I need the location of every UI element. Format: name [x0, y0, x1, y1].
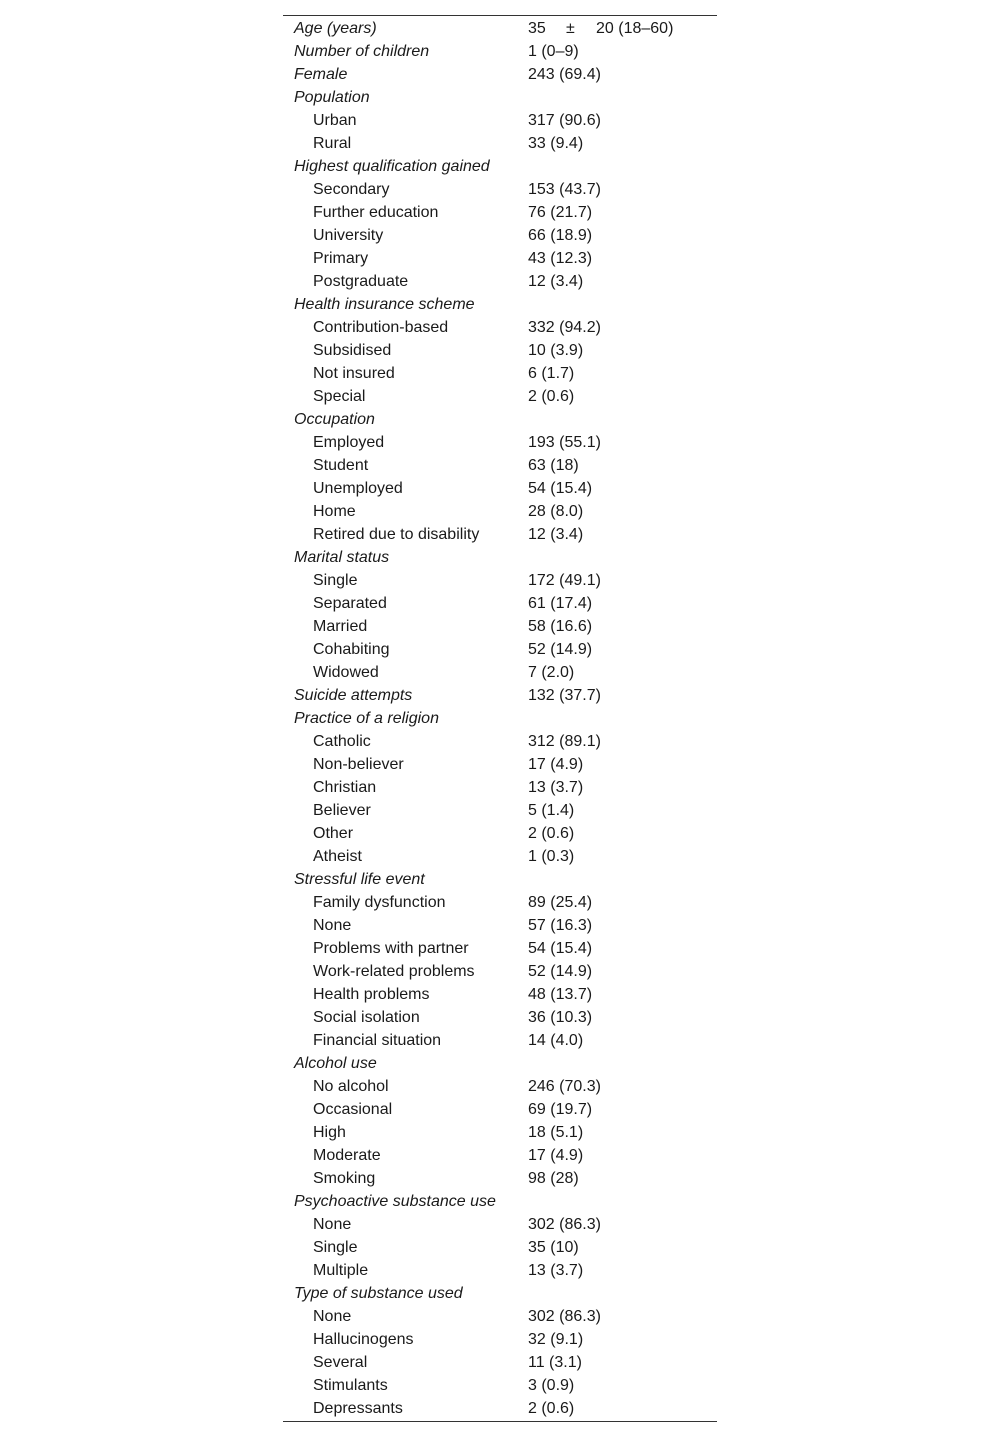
table-row	[283, 385, 717, 408]
row-label: Number of children	[294, 43, 430, 60]
row-label: Highest qualification gained	[294, 158, 490, 175]
table-row	[283, 1213, 717, 1236]
row-value: 10 (3.9)	[528, 342, 584, 359]
row-value: 3 (0.9)	[528, 1377, 575, 1394]
table-row	[283, 1075, 717, 1098]
table-row	[283, 1328, 717, 1351]
row-label: Home	[313, 503, 356, 520]
row-value: 2 (0.6)	[528, 825, 575, 842]
row-label: Atheist	[313, 848, 362, 865]
table-row	[283, 247, 717, 270]
table-row	[283, 983, 717, 1006]
table-row	[283, 638, 717, 661]
row-label: None	[313, 1216, 352, 1233]
table-row	[283, 960, 717, 983]
table-row	[283, 431, 717, 454]
row-label: Age (years)	[294, 20, 377, 37]
row-label: Rural	[313, 135, 352, 152]
row-label: None	[313, 1308, 352, 1325]
table-row-category	[283, 40, 717, 63]
row-label: Non-believer	[313, 756, 404, 773]
table-row	[283, 1144, 717, 1167]
row-value: 7 (2.0)	[528, 664, 575, 681]
row-label: Widowed	[313, 664, 379, 681]
table-row	[283, 477, 717, 500]
row-label: Unemployed	[313, 480, 403, 497]
row-label: Alcohol use	[294, 1055, 377, 1072]
row-label: Several	[313, 1354, 368, 1371]
row-value	[528, 293, 717, 316]
plus-minus-sign: ±	[566, 20, 575, 37]
row-label: Single	[313, 572, 358, 589]
table-row	[283, 661, 717, 684]
row-value	[528, 408, 717, 431]
row-label: Health problems	[313, 986, 430, 1003]
row-label: Health insurance scheme	[294, 296, 475, 313]
row-value: 33 (9.4)	[528, 135, 584, 152]
table-row-age	[283, 17, 717, 40]
table-row	[283, 523, 717, 546]
table-row	[283, 1167, 717, 1190]
row-value: 332 (94.2)	[528, 319, 601, 336]
row-value: 1 (0.3)	[528, 848, 575, 865]
row-label: Believer	[313, 802, 371, 819]
row-label: Occupation	[294, 411, 375, 428]
row-label: Type of substance used	[294, 1285, 463, 1302]
row-value: 54 (15.4)	[528, 480, 593, 497]
row-label: Special	[313, 388, 366, 405]
row-value: 32 (9.1)	[528, 1331, 584, 1348]
row-value: 18 (5.1)	[528, 1124, 584, 1141]
table-row	[283, 1397, 717, 1420]
table-row	[283, 799, 717, 822]
row-value: 2 (0.6)	[528, 388, 575, 405]
row-value: 76 (21.7)	[528, 204, 593, 221]
row-value	[528, 868, 717, 891]
table-row	[283, 569, 717, 592]
table-row	[283, 339, 717, 362]
table-row	[283, 109, 717, 132]
table-row	[283, 891, 717, 914]
row-label: Secondary	[313, 181, 390, 198]
row-value	[528, 546, 717, 569]
row-value: 246 (70.3)	[528, 1078, 601, 1095]
row-value: 243 (69.4)	[528, 66, 601, 83]
row-label: Occasional	[313, 1101, 393, 1118]
row-label: Psychoactive substance use	[294, 1193, 496, 1210]
row-label: Primary	[313, 250, 369, 267]
row-label: Smoking	[313, 1170, 376, 1187]
row-value: 2 (0.6)	[528, 1400, 575, 1417]
row-value: 1 (0–9)	[528, 43, 579, 60]
row-value: 17 (4.9)	[528, 756, 584, 773]
table-row-category	[283, 1282, 717, 1305]
row-label: Separated	[313, 595, 387, 612]
row-value: 57 (16.3)	[528, 917, 593, 934]
row-label: Contribution-based	[313, 319, 449, 336]
row-value	[528, 17, 717, 40]
row-value: 317 (90.6)	[528, 112, 601, 129]
row-value: 52 (14.9)	[528, 963, 593, 980]
row-value: 172 (49.1)	[528, 572, 601, 589]
row-value: 43 (12.3)	[528, 250, 593, 267]
table-row	[283, 132, 717, 155]
row-value	[528, 86, 717, 109]
row-value: 54 (15.4)	[528, 940, 593, 957]
row-label: Married	[313, 618, 368, 635]
row-value	[528, 1052, 717, 1075]
table-row	[283, 1006, 717, 1029]
row-label: Social isolation	[313, 1009, 420, 1026]
row-value	[528, 1190, 717, 1213]
row-value: 52 (14.9)	[528, 641, 593, 658]
row-label: Employed	[313, 434, 385, 451]
table-row	[283, 615, 717, 638]
row-value: 63 (18)	[528, 457, 579, 474]
row-label: Stimulants	[313, 1377, 388, 1394]
row-value: 89 (25.4)	[528, 894, 593, 911]
age-mean: 35	[528, 20, 546, 37]
table-row	[283, 730, 717, 753]
table-row	[283, 500, 717, 523]
row-label: Urban	[313, 112, 357, 129]
table-row	[283, 1029, 717, 1052]
table-row	[283, 845, 717, 868]
table-row-category	[283, 1052, 717, 1075]
row-label: Female	[294, 66, 348, 83]
row-label: University	[313, 227, 384, 244]
row-value: 28 (8.0)	[528, 503, 584, 520]
row-label: Stressful life event	[294, 871, 425, 888]
table-row	[283, 270, 717, 293]
row-value: 5 (1.4)	[528, 802, 575, 819]
row-value: 302 (86.3)	[528, 1216, 601, 1233]
row-label: Christian	[313, 779, 377, 796]
table-row	[283, 937, 717, 960]
age-sd-range: 20 (18–60)	[596, 20, 674, 37]
row-value: 35 (10)	[528, 1239, 579, 1256]
row-label: Family dysfunction	[313, 894, 446, 911]
row-label: Practice of a religion	[294, 710, 439, 727]
table-row	[283, 753, 717, 776]
row-label: Suicide attempts	[294, 687, 413, 704]
row-label: Cohabiting	[313, 641, 390, 658]
table-row	[283, 776, 717, 799]
table-row-category	[283, 1190, 717, 1213]
table-row-category	[283, 293, 717, 316]
row-value: 14 (4.0)	[528, 1032, 584, 1049]
table-row-category	[283, 408, 717, 431]
table-row	[283, 592, 717, 615]
row-label: Financial situation	[313, 1032, 442, 1049]
table-row-category	[283, 684, 717, 707]
table-row	[283, 1121, 717, 1144]
table-row-category	[283, 707, 717, 730]
table-row	[283, 178, 717, 201]
row-label: None	[313, 917, 352, 934]
row-value: 11 (3.1)	[528, 1354, 582, 1371]
table-row	[283, 1374, 717, 1397]
row-value	[528, 1282, 717, 1305]
table-row-category	[283, 86, 717, 109]
row-label: Depressants	[313, 1400, 403, 1417]
row-value: 153 (43.7)	[528, 181, 601, 198]
row-value: 61 (17.4)	[528, 595, 593, 612]
row-value: 66 (18.9)	[528, 227, 593, 244]
row-label: No alcohol	[313, 1078, 389, 1095]
row-label: Catholic	[313, 733, 371, 750]
row-value: 132 (37.7)	[528, 687, 601, 704]
table-row	[283, 822, 717, 845]
table-row	[283, 1236, 717, 1259]
table-body	[283, 40, 717, 1420]
table-row	[283, 1098, 717, 1121]
row-label: Population	[294, 89, 370, 106]
row-label: Retired due to disability	[313, 526, 480, 543]
row-label: Not insured	[313, 365, 395, 382]
row-value	[528, 155, 717, 178]
row-value: 98 (28)	[528, 1170, 579, 1187]
row-value: 13 (3.7)	[528, 779, 584, 796]
row-label: Moderate	[313, 1147, 381, 1164]
table-row	[283, 1305, 717, 1328]
row-value: 6 (1.7)	[528, 365, 575, 382]
table-row-category	[283, 868, 717, 891]
demographics-table	[283, 15, 717, 1422]
row-value: 12 (3.4)	[528, 526, 584, 543]
row-label: Further education	[313, 204, 439, 221]
row-value: 193 (55.1)	[528, 434, 601, 451]
table-row	[283, 1351, 717, 1374]
table-row	[283, 224, 717, 247]
row-label: Subsidised	[313, 342, 392, 359]
row-label: High	[313, 1124, 346, 1141]
row-value: 36 (10.3)	[528, 1009, 593, 1026]
row-value: 302 (86.3)	[528, 1308, 601, 1325]
table-row	[283, 1259, 717, 1282]
row-value: 17 (4.9)	[528, 1147, 584, 1164]
table-row-category	[283, 546, 717, 569]
row-value: 13 (3.7)	[528, 1262, 584, 1279]
row-value: 58 (16.6)	[528, 618, 593, 635]
row-label: Other	[313, 825, 354, 842]
row-label: Work-related problems	[313, 963, 475, 980]
table-row	[283, 454, 717, 477]
row-label: Marital status	[294, 549, 390, 566]
row-value: 48 (13.7)	[528, 986, 593, 1003]
row-label: Postgraduate	[313, 273, 409, 290]
row-label: Student	[313, 457, 369, 474]
row-value: 69 (19.7)	[528, 1101, 593, 1118]
row-label: Problems with partner	[313, 940, 469, 957]
table-row	[283, 201, 717, 224]
table-row-category	[283, 155, 717, 178]
table-row	[283, 316, 717, 339]
row-value: 312 (89.1)	[528, 733, 601, 750]
row-label: Multiple	[313, 1262, 369, 1279]
row-label: Hallucinogens	[313, 1331, 414, 1348]
row-value: 12 (3.4)	[528, 273, 584, 290]
table-row-category	[283, 63, 717, 86]
row-value	[528, 707, 717, 730]
row-label: Single	[313, 1239, 358, 1256]
table-row	[283, 914, 717, 937]
table-row	[283, 362, 717, 385]
